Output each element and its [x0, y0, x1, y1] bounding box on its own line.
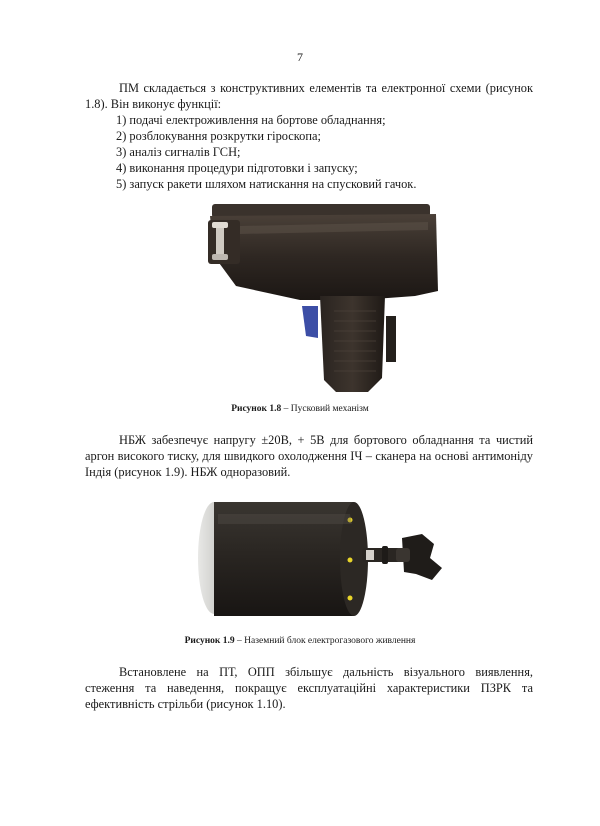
function-list [116, 112, 416, 192]
figure-label: Рисунок 1.9 [184, 636, 235, 646]
figure-caption-1-9 [0, 636, 600, 646]
figure-caption-text: – Пусковий механізм [281, 404, 369, 414]
paragraph-power-unit [85, 432, 533, 480]
page-number: 7 [297, 50, 303, 64]
paragraph-sight-text: Встановлене на ПТ, ОПП збільшує дальність візуального виявлення, стеження та наведення, покращує експлуатаційні характеристики ПЗРК та ефективність стрільби (рисунок 1.10). [85, 665, 533, 711]
paragraph-intro-text: ПМ складається з конструктивних елементів та електронної схеми (рисунок 1.8). Він виконує функції: [85, 81, 533, 111]
figure-caption-1-8 [0, 404, 600, 414]
list-item: 4) виконання процедури підготовки і запуску; [116, 161, 358, 175]
list-item: 2) розблокування розкрутки гіроскопа; [116, 129, 321, 143]
paragraph-sight [85, 664, 533, 712]
ground-power-unit-image [190, 494, 460, 626]
list-item: 1) подачі електроживлення на бортове обладнання; [116, 113, 386, 127]
figure-label: Рисунок 1.8 [231, 404, 282, 414]
launch-mechanism-image [200, 196, 450, 396]
paragraph-intro [85, 80, 533, 112]
paragraph-power-unit-text: НБЖ забезпечує напругу ±20В, + 5В для бортового обладнання та чистий аргон високого тиску, для швидкого охолодження ІЧ – сканера на основі антимоніду Індія (рисунок 1.9). НБЖ одноразовий. [85, 433, 533, 479]
list-item: 5) запуск ракети шляхом натискання на спусковий гачок. [116, 177, 417, 191]
list-item: 3) аналіз сигналів ГСН; [116, 145, 241, 159]
figure-caption-text: – Наземний блок електрогазового живлення [234, 636, 416, 646]
